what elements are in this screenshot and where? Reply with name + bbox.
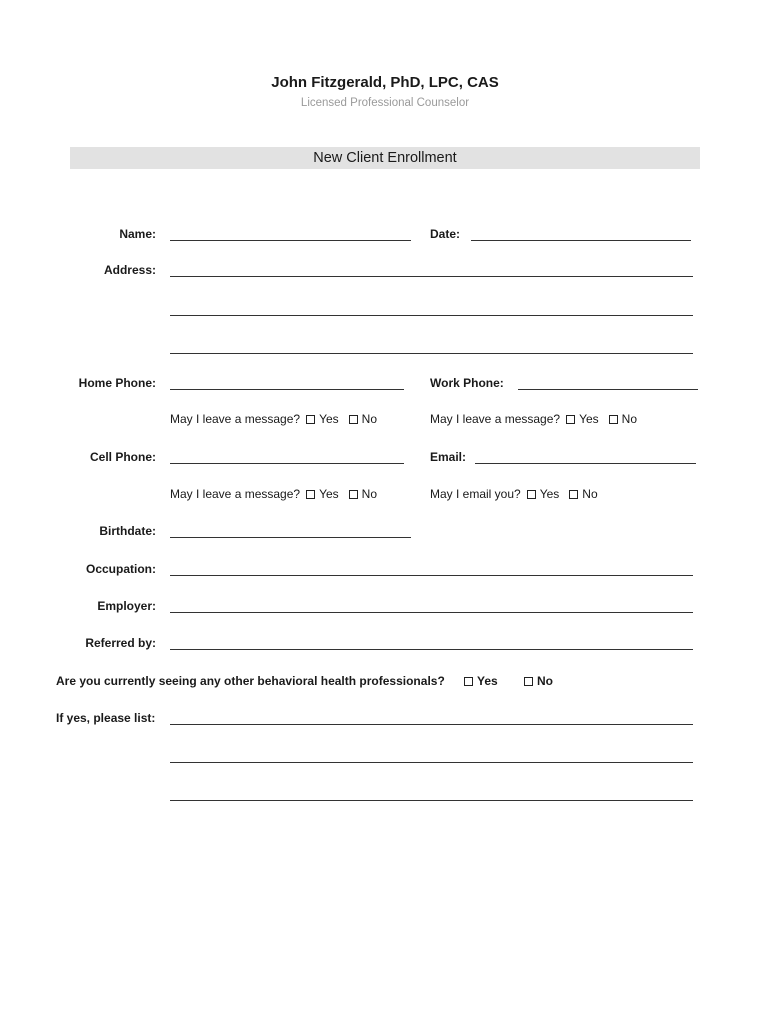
email-permission-no-label: No — [582, 487, 598, 501]
home-message-question — [170, 412, 377, 426]
occupation-field[interactable] — [170, 575, 693, 576]
occupation-label: Occupation: — [85, 562, 156, 576]
work-message-yes-label: Yes — [579, 412, 599, 426]
home-phone-field[interactable] — [170, 389, 404, 390]
name-label: Name: — [119, 227, 156, 241]
practitioner-title: Licensed Professional Counselor — [300, 97, 470, 109]
referred-by-label: Referred by: — [85, 636, 156, 650]
other-professionals-list-line-2[interactable] — [170, 762, 693, 763]
referred-by-field[interactable] — [170, 649, 693, 650]
address-field-line-3[interactable] — [170, 353, 693, 354]
name-field[interactable] — [170, 240, 411, 241]
cell-message-no-label: No — [361, 487, 377, 501]
work-message-text: May I leave a message? — [430, 412, 561, 426]
if-yes-label: If yes, please list: — [56, 711, 156, 725]
home-message-text: May I leave a message? — [170, 412, 301, 426]
home-message-no-label: No — [361, 412, 377, 426]
cell-phone-label: Cell Phone: — [89, 450, 156, 464]
cell-phone-field[interactable] — [170, 463, 404, 464]
email-permission-no-checkbox[interactable] — [569, 490, 578, 499]
form-title-banner — [70, 147, 700, 169]
home-message-no-checkbox[interactable] — [349, 415, 358, 424]
other-professionals-list-line-3[interactable] — [170, 800, 693, 801]
other-professionals-yes-checkbox[interactable] — [464, 677, 473, 686]
email-field[interactable] — [475, 463, 696, 464]
other-professionals-question: Are you currently seeing any other behavioral health professionals? — [56, 674, 445, 688]
home-phone-label: Home Phone: — [78, 376, 156, 390]
email-permission-yes-label: Yes — [539, 487, 560, 501]
other-professionals-no-label: No — [537, 674, 553, 688]
work-message-no-label: No — [621, 412, 637, 426]
home-message-yes-checkbox[interactable] — [306, 415, 315, 424]
other-professionals-yes-label: Yes — [477, 674, 498, 688]
work-phone-label: Work Phone: — [430, 376, 504, 390]
other-professionals-no — [518, 674, 553, 688]
birthdate-label: Birthdate: — [99, 524, 156, 538]
cell-message-yes-checkbox[interactable] — [306, 490, 315, 499]
other-professionals-list-line-1[interactable] — [170, 724, 693, 725]
other-professionals-no-checkbox[interactable] — [524, 677, 533, 686]
work-message-no-checkbox[interactable] — [609, 415, 618, 424]
date-field[interactable] — [471, 240, 691, 241]
work-message-yes-checkbox[interactable] — [566, 415, 575, 424]
work-phone-field[interactable] — [518, 389, 698, 390]
cell-message-no-checkbox[interactable] — [349, 490, 358, 499]
practitioner-name: John Fitzgerald, PhD, LPC, CAS — [271, 74, 499, 91]
work-message-question — [430, 412, 637, 426]
form-title: New Client Enrollment — [313, 150, 457, 166]
cell-message-text: May I leave a message? — [170, 487, 301, 501]
cell-message-yes-label: Yes — [319, 487, 339, 501]
other-professionals-yes — [458, 674, 498, 688]
birthdate-field[interactable] — [170, 537, 411, 538]
address-field-line-1[interactable] — [170, 276, 693, 277]
home-message-yes-label: Yes — [319, 412, 339, 426]
employer-field[interactable] — [170, 612, 693, 613]
email-permission-text: May I email you? — [430, 487, 521, 501]
date-label: Date: — [430, 227, 461, 241]
employer-label: Employer: — [97, 599, 156, 613]
email-permission-yes-checkbox[interactable] — [527, 490, 536, 499]
email-permission-question — [430, 487, 598, 501]
address-label: Address: — [103, 263, 156, 277]
cell-message-question — [170, 487, 377, 501]
email-label: Email: — [430, 450, 467, 464]
address-field-line-2[interactable] — [170, 315, 693, 316]
